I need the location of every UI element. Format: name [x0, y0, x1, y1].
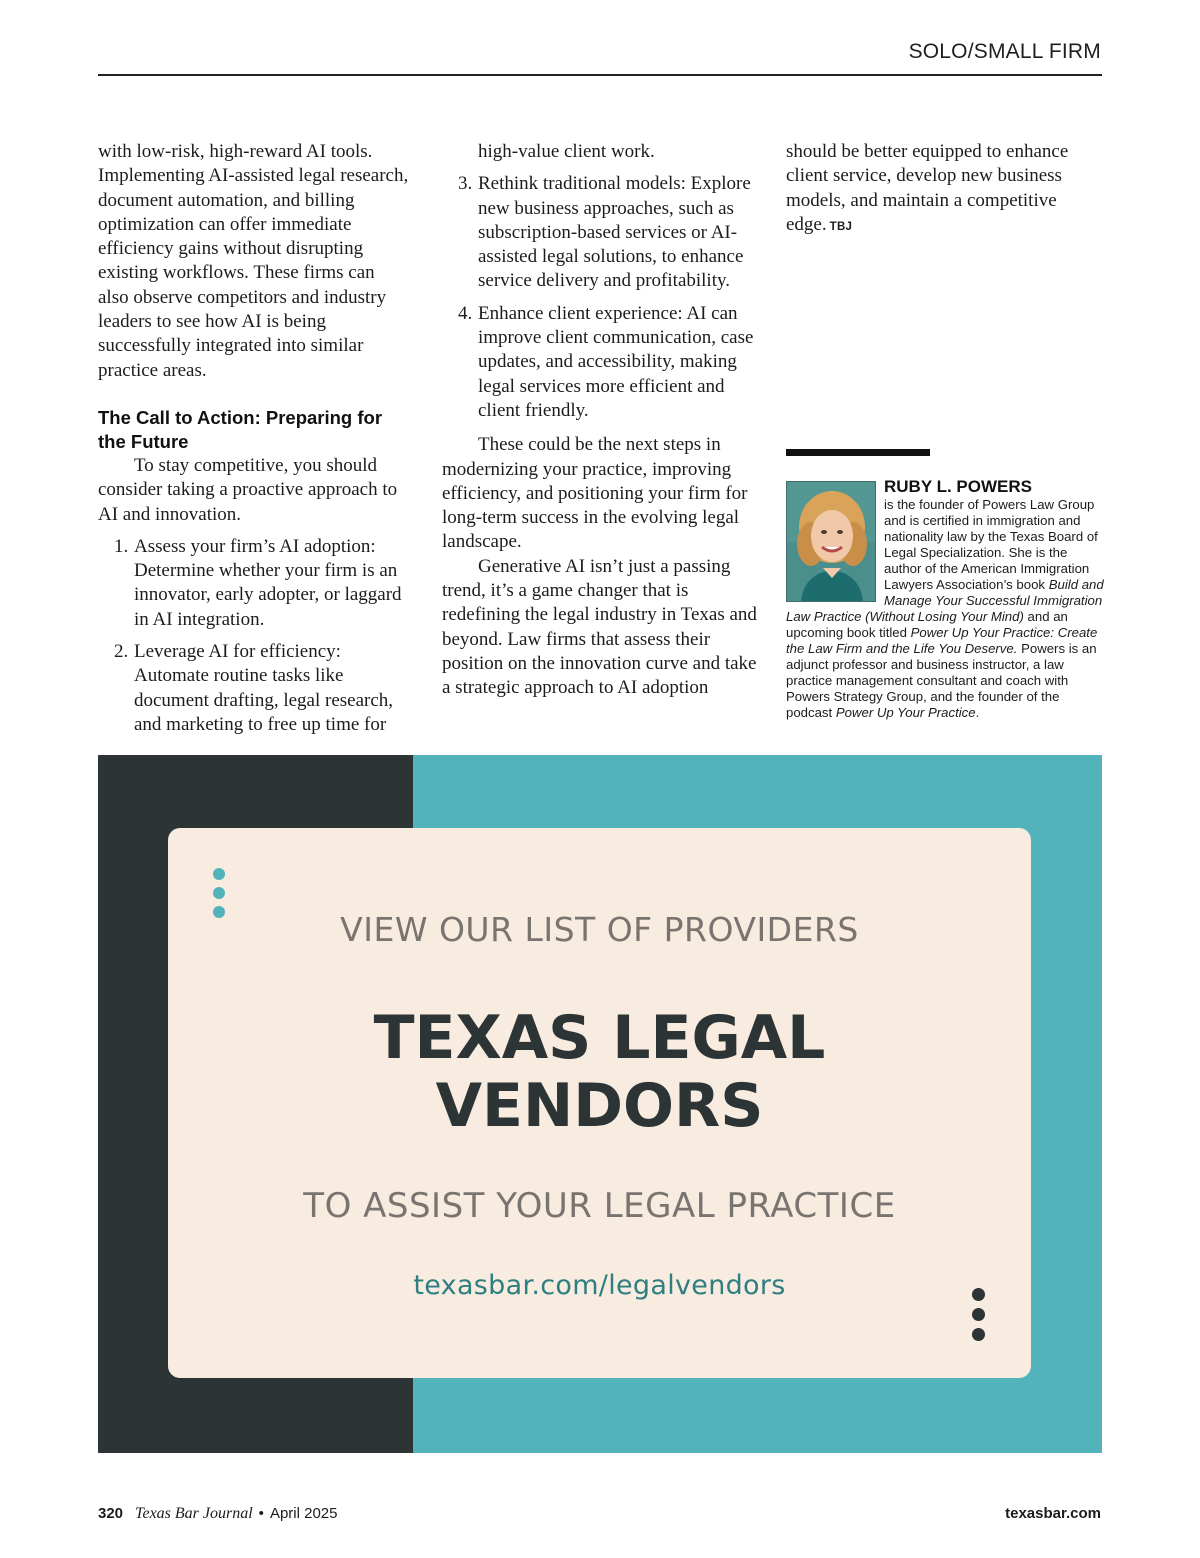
list-item-continued: high-value client work. [478, 141, 655, 162]
issue-date: April 2025 [269, 1505, 338, 1522]
ad-url-link[interactable]: texasbar.com/legalvendors [413, 1270, 786, 1301]
list-item-text: Assess your firm’s AI adoption: Determine whether your firm is an innovator, early adopter, or laggard in AI integration. [134, 535, 402, 630]
paragraph [786, 140, 1104, 239]
bio-rule [786, 449, 930, 456]
list-item-text: Rethink traditional models: Explore new business approaches, such as subscription-based services or AI-assisted legal solutions, to enhance service delivery and profitability. [478, 173, 751, 292]
author-bio [786, 477, 1104, 721]
list-item [98, 640, 410, 737]
bio-text: Powers is an adjunct professor and business instructor, a law practice management consultant and coach with Powers Strategy Group, and the founder of the podcast [786, 641, 1097, 720]
article-column-2 [442, 140, 760, 701]
action-steps-list [442, 172, 760, 423]
legal-vendors-ad[interactable] [98, 755, 1102, 1453]
article-column-1 [98, 140, 410, 737]
list-number: 4. [458, 302, 473, 324]
end-mark: TBJ [829, 220, 853, 233]
ad-tagline: TO ASSIST YOUR LEGAL PRACTICE [303, 1186, 896, 1226]
list-number: 2. [114, 641, 129, 663]
list-item [98, 535, 410, 632]
header-rule [98, 74, 1102, 76]
book-title: Build and Manage Your Successful Immigration Law Practice (Without Losing Your Mind) [786, 577, 1104, 624]
photo-spacer [786, 477, 884, 603]
bio-text: and an upcoming book titled [786, 609, 1068, 640]
page-number: 320 [98, 1505, 124, 1522]
book-title: Power Up Your Practice: Create the Law Firm and the Life You Deserve. [786, 625, 1098, 656]
list-number: 1. [114, 535, 129, 557]
footer-site-link[interactable]: texasbar.com [1005, 1505, 1101, 1522]
article-column-3 [786, 140, 1104, 239]
ad-kicker: VIEW OUR LIST OF PROVIDERS [340, 910, 859, 949]
paragraph: Generative AI isn’t just a passing trend, it’s a game changer that is redefining the legal industry in Texas and beyond. Law firms that assess their position on the innovation curve and take a strategic approach to AI adoption [442, 555, 757, 699]
ad-title [168, 1004, 1031, 1140]
list-item-text: Enhance client experience: AI can improve client communication, case updates, and accessibility, making legal services more efficient and client friendly. [478, 302, 754, 421]
paragraph: To stay competitive, you should consider taking a proactive approach to AI and innovation. [98, 454, 398, 525]
section-subhead: The Call to Action: Preparing for the Future [98, 406, 383, 452]
bio-text: . [975, 705, 980, 720]
bio-text: is the founder of Powers Law Group and is certified in immigration and nationality law by the Texas Board of Legal Specialization. She is the author of the American Immigration Lawyers Association’s book [884, 497, 1098, 592]
author-name: RUBY L. POWERS [884, 477, 1032, 496]
podcast-title: Power Up Your Practice [835, 705, 976, 720]
closing-text: should be better equipped to enhance client service, develop new business models, and maintain a competitive edge. [786, 141, 1069, 235]
list-item-text: Leverage AI for efficiency: Automate routine tasks like document drafting, legal research, and marketing to free up time for [134, 641, 394, 735]
section-label: SOLO/SMALL FIRM [908, 40, 1101, 63]
dots-decoration-icon [972, 1288, 985, 1348]
ad-title-line: TEXAS LEGAL [373, 1003, 826, 1073]
list-number: 3. [458, 173, 473, 195]
ad-title-line: VENDORS [435, 1071, 764, 1141]
action-steps-list [98, 535, 410, 737]
paragraph: These could be the next steps in modernizing your practice, improving efficiency, and positioning your firm for long-term success in the evolving legal landscape. [442, 434, 748, 553]
footer-bullet: • [258, 1505, 264, 1522]
ad-card [168, 828, 1031, 1378]
journal-name: Texas Bar Journal [135, 1505, 253, 1522]
paragraph: with low-risk, high-reward AI tools. Implementing AI-assisted legal research, document automation, and billing optimization can offer immediate efficiency gains without disrupting existing workflows. These firms can also observe competitors and industry leaders to see how AI is being successfully integrated into similar practice areas. [98, 141, 409, 381]
page-footer [98, 1505, 337, 1523]
list-item [442, 172, 760, 293]
list-item [442, 302, 760, 423]
